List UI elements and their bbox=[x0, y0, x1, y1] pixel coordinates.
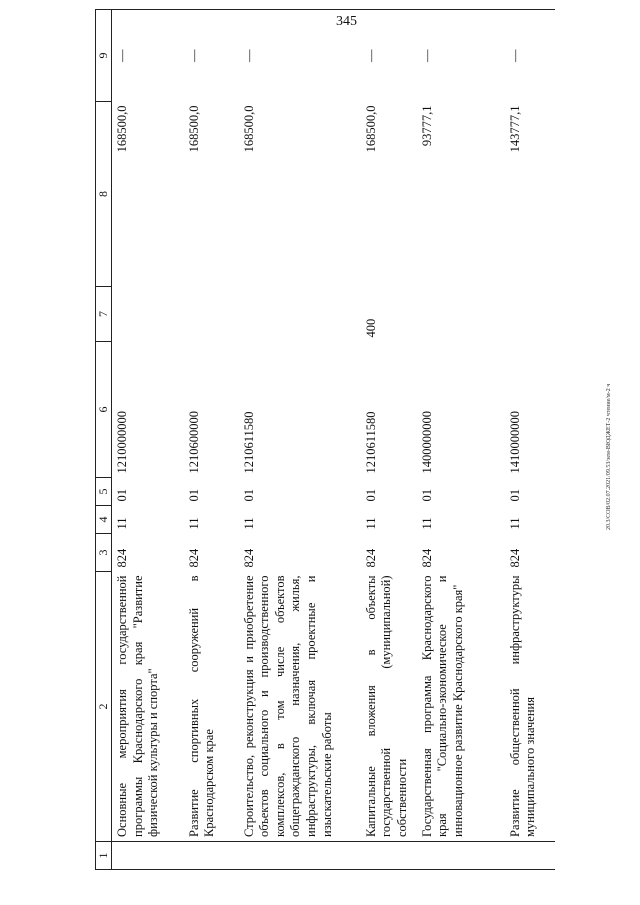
table-row bbox=[505, 10, 555, 870]
amount-2: — bbox=[239, 10, 361, 102]
amount-2: — bbox=[184, 10, 239, 102]
budget-table bbox=[95, 9, 555, 870]
amount-2: — bbox=[361, 10, 417, 102]
row-description: Строительство, реконструкция и приобретение объектов социального и производственного комплексов, в том числе объектов общегражданского назначения, жилья, инфраструктуры, включая проектные и изыскательские работы bbox=[241, 575, 334, 837]
row-description: Развитие общественной инфраструктуры муниципального значения bbox=[507, 575, 538, 837]
section-code: 11 bbox=[419, 517, 434, 530]
row-description: Основные мероприятия государственной программы Краснодарского края "Развитие физической культуры и спорта" bbox=[115, 575, 161, 837]
ministry-code: 824 bbox=[241, 548, 256, 568]
amount: 168500,0 bbox=[363, 105, 378, 153]
row-number bbox=[239, 842, 361, 870]
header-col-2: 2 bbox=[96, 572, 112, 842]
subsection-code: 01 bbox=[186, 489, 201, 502]
expense-type-code bbox=[239, 287, 361, 342]
row-description: Капитальные вложения в объекты государственной (муниципальной) собственности bbox=[363, 575, 409, 837]
expense-type-code bbox=[505, 287, 555, 342]
target-article-code: 1210611580 bbox=[241, 411, 256, 474]
section-code: 11 bbox=[241, 517, 256, 530]
section-code: 11 bbox=[507, 517, 522, 530]
header-col-3: 3 bbox=[96, 534, 112, 572]
ministry-code: 824 bbox=[507, 548, 522, 568]
rotated-page bbox=[95, 10, 605, 870]
amount: 168500,0 bbox=[186, 105, 201, 153]
header-col-5: 5 bbox=[96, 478, 112, 506]
table-row bbox=[361, 10, 417, 870]
subsection-code: 01 bbox=[363, 489, 378, 502]
expense-type-code: 400 bbox=[363, 318, 378, 338]
expense-type-code bbox=[112, 287, 184, 342]
header-col-6: 6 bbox=[96, 342, 112, 478]
ministry-code: 824 bbox=[363, 548, 378, 568]
subsection-code: 01 bbox=[115, 489, 129, 502]
expense-type-code bbox=[417, 287, 505, 342]
target-article-code: 1410000000 bbox=[507, 411, 522, 474]
row-number bbox=[361, 842, 417, 870]
page-number: 345 bbox=[336, 14, 357, 29]
ministry-code: 824 bbox=[115, 548, 129, 568]
header-row bbox=[96, 10, 112, 870]
header-col-7: 7 bbox=[96, 287, 112, 342]
target-article-code: 1210611580 bbox=[363, 411, 378, 474]
row-number bbox=[417, 842, 505, 870]
header-col-8: 8 bbox=[96, 102, 112, 287]
section-code: 11 bbox=[115, 517, 129, 530]
amount-2: — bbox=[505, 10, 555, 102]
row-description: Государственная программа Краснодарского края "Социально-экономическое и инновационное развитие Краснодарского края" bbox=[419, 575, 465, 837]
table-row bbox=[112, 10, 184, 870]
amount-2: — bbox=[417, 10, 505, 102]
ministry-code: 824 bbox=[186, 548, 201, 568]
amount-2: — bbox=[112, 10, 184, 102]
row-number bbox=[112, 842, 184, 870]
amount: 168500,0 bbox=[115, 105, 129, 153]
row-number bbox=[184, 842, 239, 870]
expense-type-code bbox=[184, 287, 239, 342]
subsection-code: 01 bbox=[419, 489, 434, 502]
row-description: Развитие спортивных сооружений в Краснодарском крае bbox=[186, 575, 217, 837]
target-article-code: 1400000000 bbox=[419, 411, 434, 474]
header-col-4: 4 bbox=[96, 506, 112, 534]
row-number bbox=[505, 842, 555, 870]
amount: 168500,0 bbox=[241, 105, 256, 153]
section-code: 11 bbox=[186, 517, 201, 530]
table-row bbox=[417, 10, 505, 870]
header-col-9: 9 bbox=[96, 10, 112, 102]
table-row bbox=[239, 10, 361, 870]
subsection-code: 01 bbox=[507, 489, 522, 502]
subsection-code: 01 bbox=[241, 489, 256, 502]
target-article-code: 1210000000 bbox=[115, 411, 129, 474]
section-code: 11 bbox=[363, 517, 378, 530]
footer-code: 20.3/СОВ/02.07.2021/09.53/зем-ВЮДЖЕТ-2 чтение/м-2 ч bbox=[606, 383, 612, 530]
header-col-1: 1 bbox=[96, 842, 112, 870]
ministry-code: 824 bbox=[419, 548, 434, 568]
amount: 143777,1 bbox=[507, 105, 522, 153]
target-article-code: 1210600000 bbox=[186, 411, 201, 474]
table-row bbox=[184, 10, 239, 870]
amount: 93777,1 bbox=[419, 105, 434, 147]
